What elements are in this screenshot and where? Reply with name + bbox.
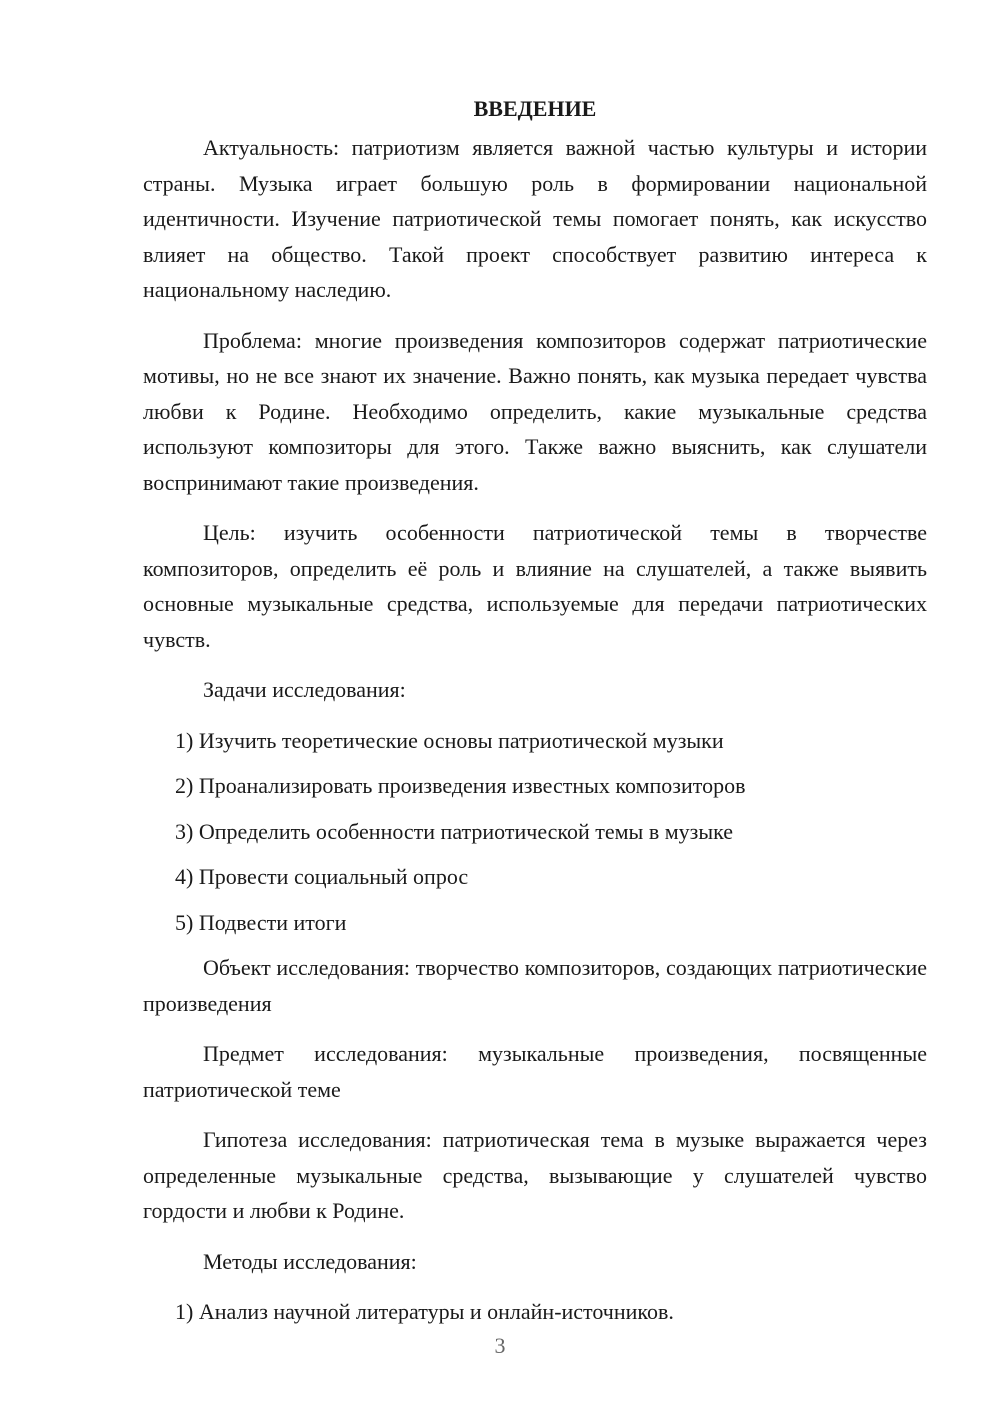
method-list-item: 1) Анализ научной литературы и онлайн-источников.: [175, 1299, 674, 1324]
problem-paragraph: Проблема: многие произведения композиторов содержат патриотические мотивы, но не все знают их значение. Важно понять, как музыка передает чувства любви к Родине. Необходимо определить, какие музыкальные средства используют композиторы для этого. Также важно выяснить, как слушатели воспринимают такие произведения.: [143, 327, 927, 495]
subject-paragraph: Предмет исследования: музыкальные произведения, посвященные патриотической теме: [143, 1041, 927, 1102]
document-page: [143, 94, 927, 1340]
task-list-item: 5) Подвести итоги: [175, 909, 347, 935]
task-list-item: 2) Проанализировать произведения известных композиторов: [175, 773, 746, 798]
page-number: 3: [494, 1333, 506, 1358]
task-list-item: 4) Провести социальный опрос: [175, 864, 469, 889]
relevance-paragraph: Актуальность: патриотизм является важной частью культуры и истории страны. Музыка играет большую роль в формировании национальной идентичности. Изучение патриотической темы помогает понять, как искусство влияет на общество. Такой проект способствует развитию интереса к национальному наследию.: [143, 135, 927, 302]
object-paragraph: Объект исследования: творчество композиторов, создающих патриотические произведения: [143, 955, 927, 1016]
task-list-item: 3) Определить особенности патриотической темы в музыке: [175, 818, 734, 844]
methods-title: Методы исследования:: [203, 1248, 417, 1274]
hypothesis-paragraph: Гипотеза исследования: патриотическая тема в музыке выражается через определенные музыкальные средства, вызывающие у слушателей чувство гордости и любви к Родине.: [143, 1127, 927, 1223]
tasks-title: Задачи исследования:: [203, 677, 406, 702]
section-heading: ВВЕДЕНИЕ: [473, 96, 597, 121]
task-list-item: 1) Изучить теоретические основы патриотической музыки: [175, 727, 724, 753]
goal-paragraph: Цель: изучить особенности патриотической темы в творчестве композиторов, определить её роль и влияние на слушателей, а также выявить основные музыкальные средства, используемые для передачи патриотических чувств.: [143, 520, 927, 652]
